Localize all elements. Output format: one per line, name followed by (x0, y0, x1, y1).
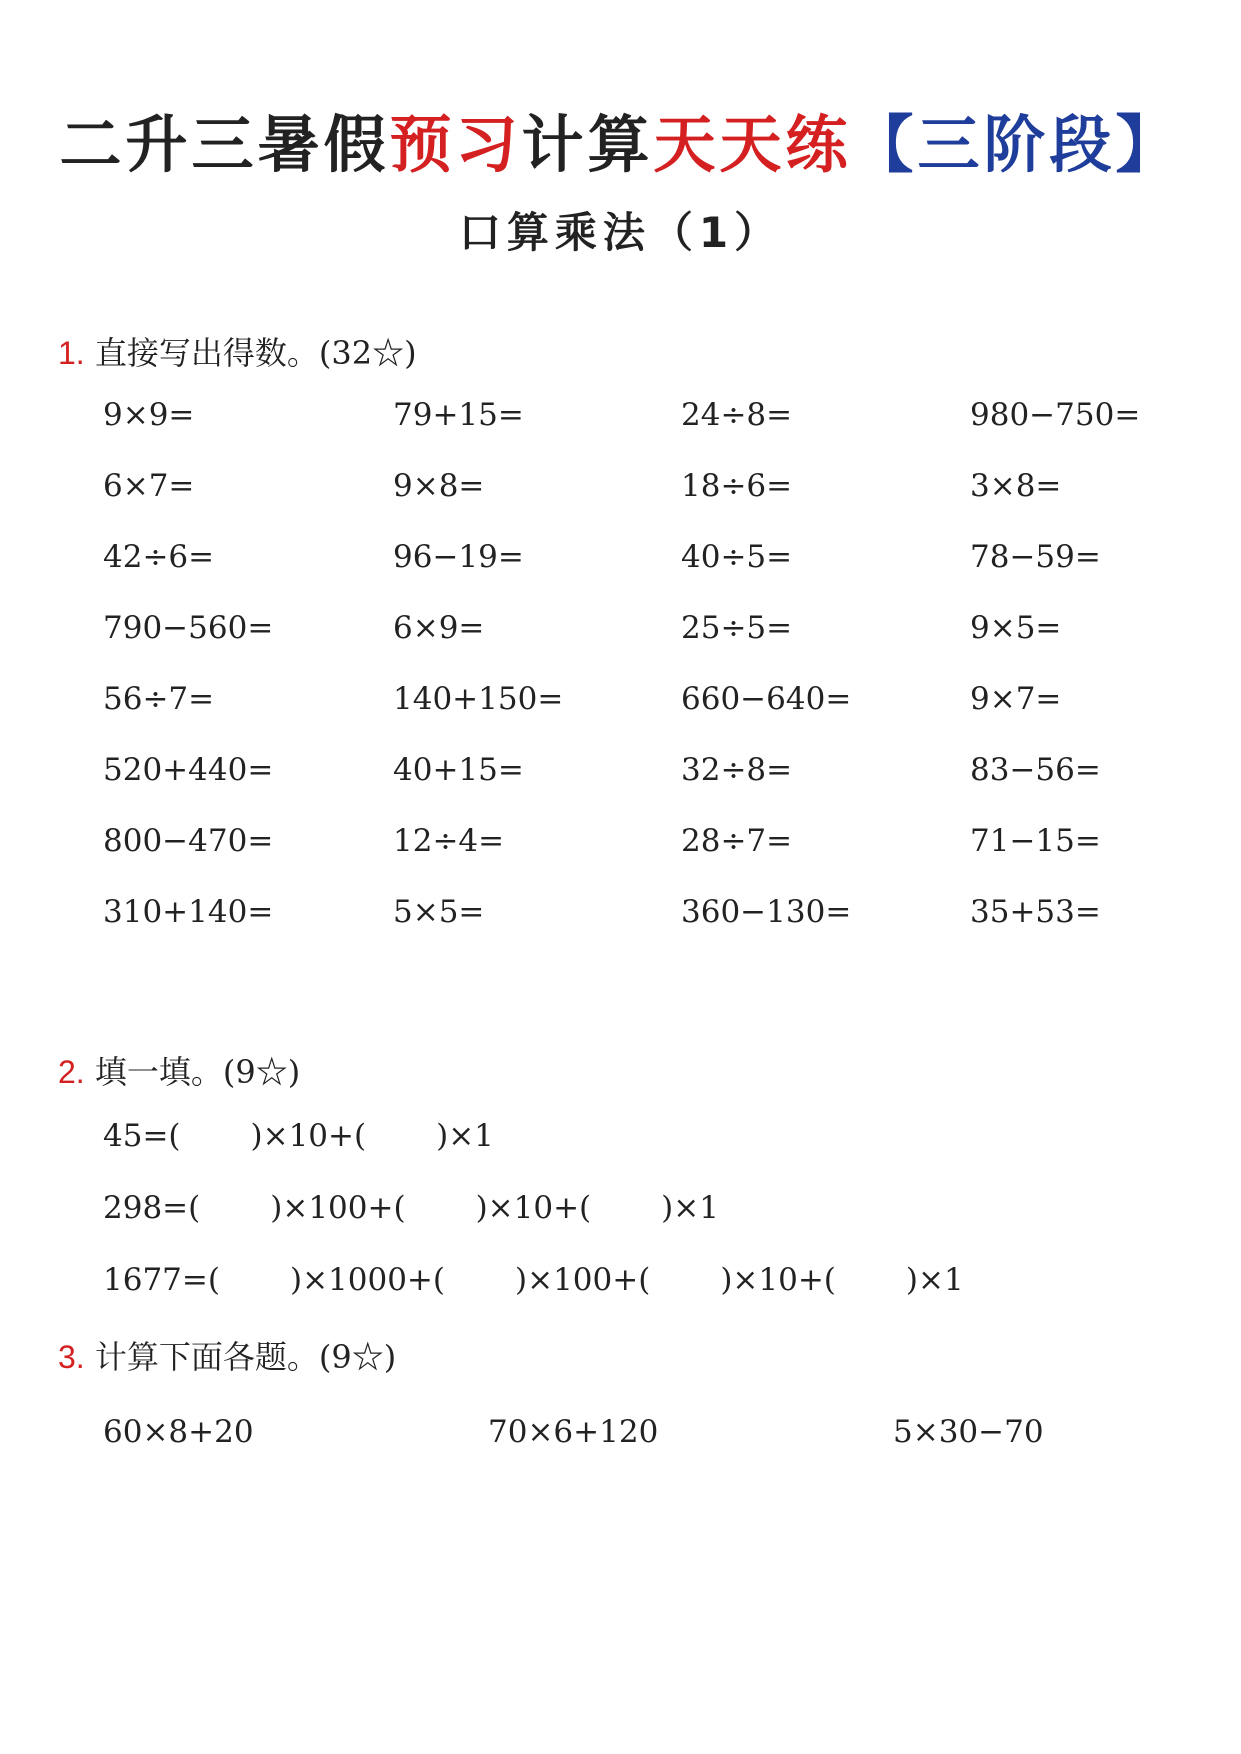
section-1-heading (58, 328, 417, 374)
problem-cell: 32÷8= (681, 752, 793, 788)
section-3-item: 5×30−70 (893, 1414, 1044, 1450)
title-part-4: 天天练 (653, 108, 852, 181)
section-3-number: 3. (58, 1339, 85, 1375)
problem-cell: 800−470= (103, 823, 274, 859)
problem-cell: 980−750= (970, 397, 1141, 433)
problem-row (0, 894, 1241, 954)
section-3-item: 70×6+120 (488, 1414, 659, 1450)
title-part-2: 预习 (389, 108, 522, 181)
problem-cell: 6×9= (393, 610, 485, 646)
problem-cell: 96−19= (393, 539, 524, 575)
section-3-heading (58, 1332, 396, 1378)
problem-cell: 3×8= (970, 468, 1062, 504)
problem-cell: 25÷5= (681, 610, 793, 646)
fill-in-segment: )×100+( (515, 1262, 651, 1298)
problem-cell: 79+15= (393, 397, 524, 433)
section-3-label: 计算下面各题。(9☆) (94, 1338, 397, 1376)
section-2-number: 2. (58, 1054, 85, 1090)
problem-cell: 660−640= (681, 681, 852, 717)
fill-in-segment: )×10+( (720, 1262, 836, 1298)
fill-in-segment: 45=( (103, 1118, 181, 1154)
problem-cell: 9×8= (393, 468, 485, 504)
fill-in-segment: 1677=( (103, 1262, 220, 1298)
worksheet-title (0, 95, 1241, 184)
problem-cell: 310+140= (103, 894, 274, 930)
problem-cell: 9×9= (103, 397, 195, 433)
problem-cell: 78−59= (970, 539, 1101, 575)
fill-in-line (103, 1118, 494, 1154)
section-2-label: 填一填。(9☆) (94, 1053, 301, 1091)
problem-cell: 790−560= (103, 610, 274, 646)
problem-row (0, 823, 1241, 883)
section-1-number: 1. (58, 335, 85, 371)
fill-in-segment: 298=( (103, 1190, 201, 1226)
title-part-3: 计算 (521, 108, 654, 181)
problem-cell: 24÷8= (681, 397, 793, 433)
problem-cell: 12÷4= (393, 823, 505, 859)
problem-cell: 42÷6= (103, 539, 215, 575)
problem-row (0, 397, 1241, 457)
section-1-label: 直接写出得数。(32☆) (94, 334, 417, 372)
fill-in-segment: )×1000+( (289, 1262, 445, 1298)
fill-in-segment: )×1 (905, 1262, 964, 1298)
problem-cell: 140+150= (393, 681, 564, 717)
section-2-heading (58, 1047, 300, 1093)
section-3-item: 60×8+20 (103, 1414, 254, 1450)
fill-in-segment: )×1 (661, 1190, 719, 1226)
problem-row (0, 468, 1241, 528)
problem-cell: 6×7= (103, 468, 195, 504)
problem-cell: 35+53= (970, 894, 1101, 930)
worksheet-subtitle: 口算乘法（1） (458, 208, 783, 257)
problem-cell: 40÷5= (681, 539, 793, 575)
problem-cell: 9×7= (970, 681, 1062, 717)
problem-cell: 520+440= (103, 752, 274, 788)
problem-cell: 9×5= (970, 610, 1062, 646)
problem-cell: 40+15= (393, 752, 524, 788)
problem-cell: 5×5= (393, 894, 485, 930)
title-part-5: 【三阶段】 (851, 108, 1182, 181)
fill-in-segment: )×1 (436, 1118, 494, 1154)
fill-in-line (103, 1262, 964, 1298)
problem-cell: 18÷6= (681, 468, 793, 504)
fill-in-segment: )×10+( (475, 1190, 592, 1226)
problem-row (0, 681, 1241, 741)
problem-cell: 360−130= (681, 894, 852, 930)
problem-row (0, 610, 1241, 670)
problem-cell: 56÷7= (103, 681, 215, 717)
fill-in-line (103, 1190, 719, 1226)
title-part-1: 二升三暑假 (59, 108, 390, 181)
problem-cell: 83−56= (970, 752, 1101, 788)
fill-in-segment: )×100+( (270, 1190, 406, 1226)
problem-row (0, 752, 1241, 812)
problem-cell: 28÷7= (681, 823, 793, 859)
fill-in-segment: )×10+( (250, 1118, 367, 1154)
problem-row (0, 539, 1241, 599)
problem-cell: 71−15= (970, 823, 1101, 859)
